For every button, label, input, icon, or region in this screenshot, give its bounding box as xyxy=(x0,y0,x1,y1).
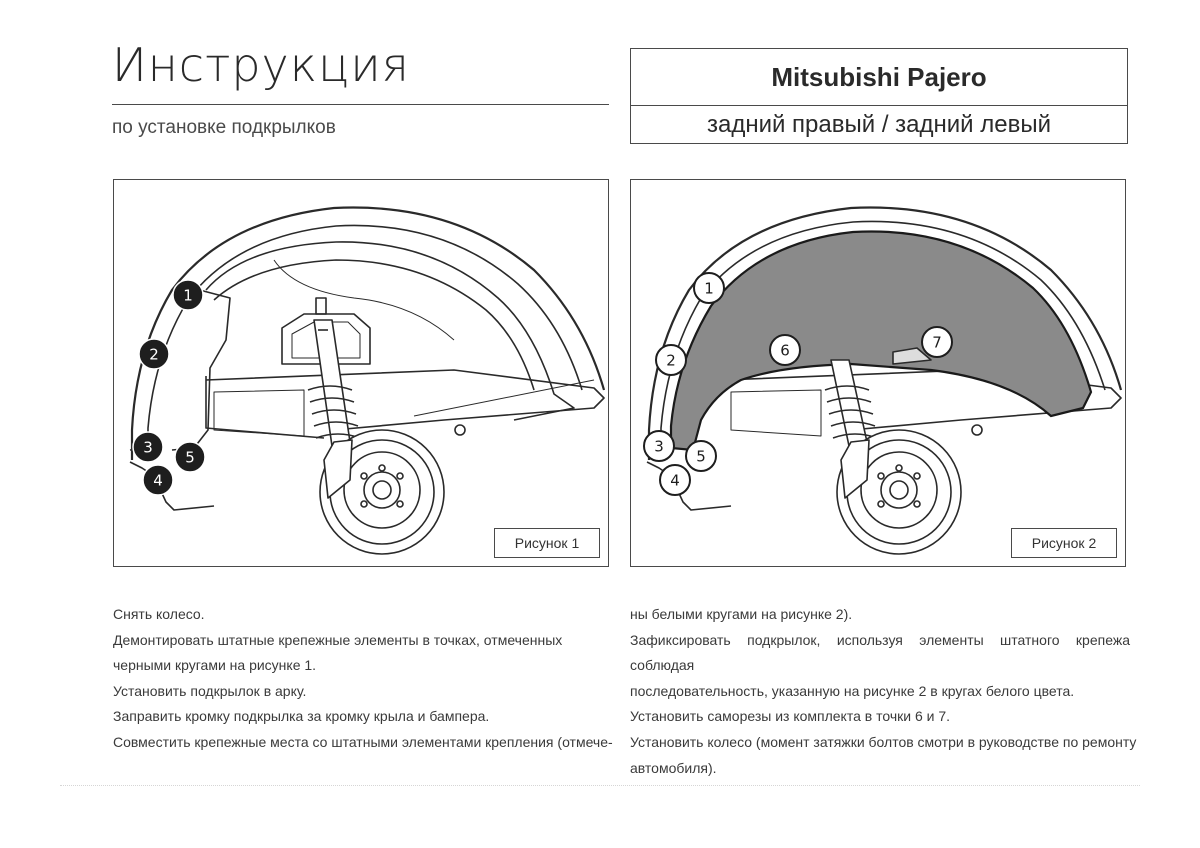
fixing-point-label: 7 xyxy=(932,333,942,352)
instruction-line: Установить колесо (момент затяжки болтов смотри в руководстве по ремонту xyxy=(630,733,1137,750)
figure-1 xyxy=(113,179,609,567)
fixing-point-marker xyxy=(656,345,686,375)
fixing-point-marker xyxy=(173,280,203,310)
fixing-point-marker xyxy=(133,432,163,462)
fixing-point-label: 4 xyxy=(153,471,163,490)
instruction-line: последовательность, указанную на рисунке 2 в кругах белого цвета. xyxy=(630,682,1075,699)
model-side: задний правый / задний левый xyxy=(706,110,1052,138)
instructions-left xyxy=(113,602,613,756)
instruction-line: Совместить крепежные места со штатными элементами крепления (отмече- xyxy=(113,733,613,750)
fixing-point-marker xyxy=(644,431,674,461)
figure-2-caption: Рисунок 2 xyxy=(1011,528,1117,558)
fixing-point-label: 1 xyxy=(183,286,193,305)
instruction-line: Установить саморезы из комплекта в точки 6 и 7. xyxy=(630,708,951,725)
instructions-right xyxy=(630,602,1137,781)
page-title: Инструкция xyxy=(112,38,410,92)
model-name: Mitsubishi Pajero xyxy=(631,49,1127,106)
fixing-point-label: 2 xyxy=(666,351,676,370)
fixing-point-label: 5 xyxy=(185,448,195,467)
instruction-line: Демонтировать штатные крепежные элементы в точках, отмеченных xyxy=(113,631,563,648)
wheel-arch-illustration-2 xyxy=(631,180,1126,567)
fixing-point-marker xyxy=(139,339,169,369)
instruction-line: Зафиксировать подкрылок, используя элементы штатного крепежа соблюдая xyxy=(630,631,1130,674)
fixing-point-marker xyxy=(660,465,690,495)
fixing-point-label: 1 xyxy=(704,279,714,298)
fixing-point-marker xyxy=(922,327,952,357)
model-box xyxy=(630,48,1128,144)
fixing-point-marker xyxy=(694,273,724,303)
fixing-point-label: 6 xyxy=(780,341,790,360)
fixing-point-label: 3 xyxy=(654,437,664,456)
figure-1-caption: Рисунок 1 xyxy=(494,528,600,558)
instruction-line: Установить подкрылок в арку. xyxy=(113,682,307,699)
fixing-point-marker xyxy=(686,441,716,471)
page-subtitle: по установке подкрылков xyxy=(112,117,336,138)
fixing-point-marker xyxy=(143,465,173,495)
fixing-point-marker xyxy=(175,442,205,472)
fixing-point-label: 2 xyxy=(149,345,159,364)
figure-2 xyxy=(630,179,1126,567)
instruction-line: черными кругами на рисунке 1. xyxy=(113,657,317,674)
fixing-point-label: 4 xyxy=(670,471,680,490)
instruction-line: Заправить кромку подкрылка за кромку крыла и бампера. xyxy=(113,708,490,725)
instruction-line: Снять колесо. xyxy=(113,606,205,622)
fixing-point-label: 5 xyxy=(696,447,706,466)
wheel-arch-illustration-1 xyxy=(114,180,609,567)
instruction-line: автомобиля). xyxy=(630,759,717,776)
instruction-line: ны белыми кругами на рисунке 2). xyxy=(630,606,853,622)
footer-divider xyxy=(60,785,1140,786)
fixing-point-marker xyxy=(770,335,800,365)
title-divider xyxy=(112,104,609,105)
fixing-point-label: 3 xyxy=(143,438,153,457)
